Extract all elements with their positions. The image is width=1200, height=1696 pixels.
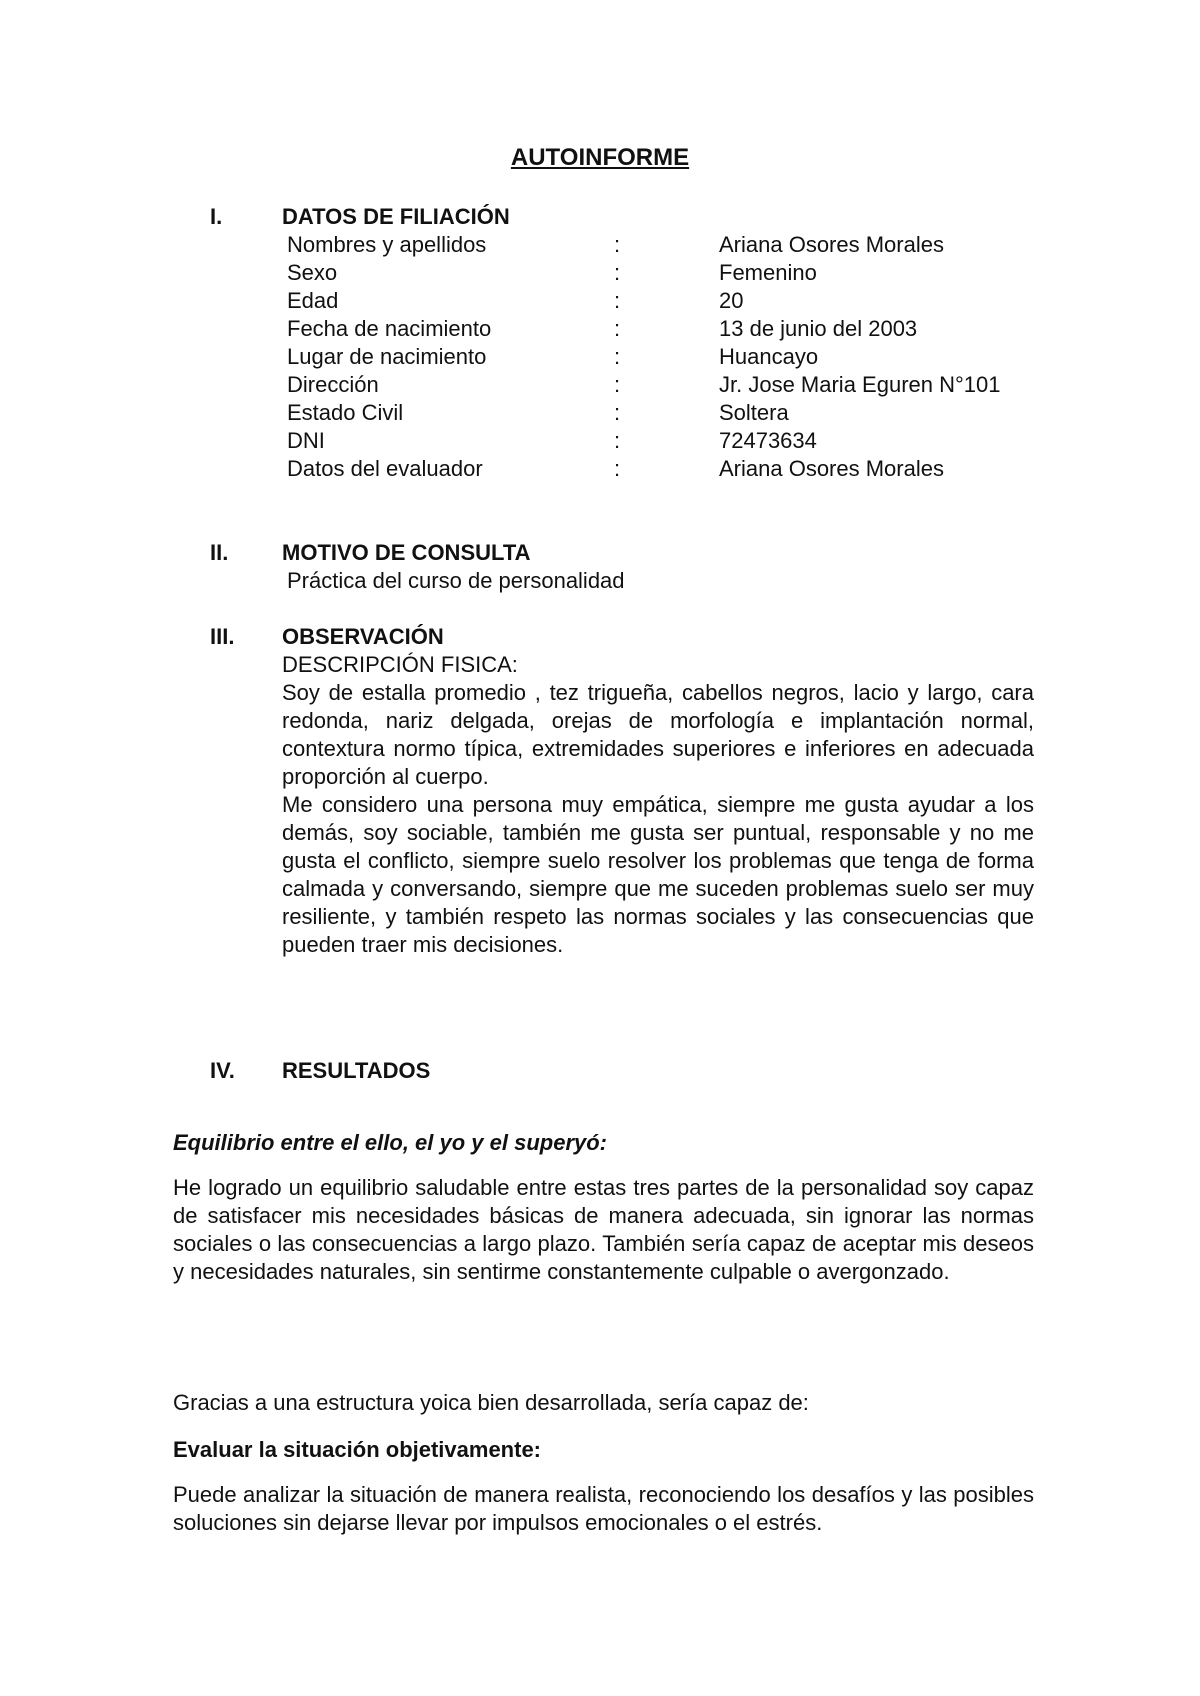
field-value: 72473634 bbox=[719, 428, 817, 453]
field-label: Fecha de nacimiento bbox=[287, 316, 492, 341]
field-colon: : bbox=[614, 316, 621, 341]
field-value: Soltera bbox=[719, 400, 789, 425]
field-colon: : bbox=[614, 232, 621, 257]
resultados-heading-equilibrio: Equilibrio entre el ello, el yo y el superyó: bbox=[173, 1130, 608, 1155]
field-colon: : bbox=[614, 260, 621, 285]
field-label: Datos del evaluador bbox=[287, 456, 483, 481]
field-label: Sexo bbox=[287, 260, 338, 285]
resultados-intro: Gracias a una estructura yoica bien desarrollada, sería capaz de: bbox=[173, 1390, 809, 1415]
resultados-paragraph-2: Puede analizar la situación de manera realista, reconociendo los desafíos y las posibles soluciones sin dejarse llevar por impulsos emocionales o el estrés. bbox=[173, 1482, 1034, 1535]
section-title-datos-filiacion: DATOS DE FILIACIÓN bbox=[282, 204, 510, 229]
section-title-resultados: RESULTADOS bbox=[282, 1058, 431, 1083]
field-value: Ariana Osores Morales bbox=[719, 232, 944, 257]
observacion-subtitle: DESCRIPCIÓN FISICA: bbox=[282, 652, 518, 677]
observacion-paragraph-1: Soy de estalla promedio , tez trigueña, cabellos negros, lacio y largo, cara redonda, nariz delgada, orejas de morfología e implantación normal, contextura normo típica, extremidades superiores e inferiores en adecuada proporción al cuerpo. bbox=[282, 680, 1034, 789]
motivo-text: Práctica del curso de personalidad bbox=[287, 568, 625, 593]
field-value: 13 de junio del 2003 bbox=[719, 316, 918, 341]
field-colon: : bbox=[614, 456, 621, 481]
resultados-heading-evaluar: Evaluar la situación objetivamente: bbox=[173, 1437, 542, 1462]
document-title: AUTOINFORME bbox=[510, 144, 690, 171]
observacion-paragraph-2: Me considero una persona muy empática, siempre me gusta ayudar a los demás, soy sociable, también me gusta ser puntual, responsable y no me gusta el conflicto, siempre suelo resolver los problemas que tenga de forma calmada y conversando, siempre que me suceden problemas suelo ser muy resiliente, y también respeto las normas sociales y las consecuencias que pueden traer mis decisiones. bbox=[282, 792, 1034, 957]
resultados-paragraph-1: He logrado un equilibrio saludable entre estas tres partes de la personalidad soy capaz de satisfacer mis necesidades básicas de manera adecuada, sin ignorar las normas sociales o las consecuencias a largo plazo. También sería capaz de aceptar mis deseos y necesidades naturales, sin sentirme constantemente culpable o avergonzado. bbox=[173, 1175, 1034, 1284]
section-title-observacion: OBSERVACIÓN bbox=[282, 624, 444, 649]
field-colon: : bbox=[614, 372, 621, 397]
field-label: Dirección bbox=[287, 372, 379, 397]
field-colon: : bbox=[614, 344, 621, 369]
field-label: Lugar de nacimiento bbox=[287, 344, 487, 369]
field-colon: : bbox=[614, 288, 621, 313]
section-title-motivo-consulta: MOTIVO DE CONSULTA bbox=[282, 540, 531, 565]
field-label: Nombres y apellidos bbox=[287, 232, 487, 257]
field-value: Ariana Osores Morales bbox=[719, 456, 944, 481]
section-number-2: II. bbox=[210, 540, 229, 565]
field-value: Femenino bbox=[719, 260, 817, 285]
field-value: 20 bbox=[719, 288, 744, 313]
section-number-1: I. bbox=[210, 204, 223, 229]
section-number-4: IV. bbox=[210, 1058, 235, 1083]
field-label: Edad bbox=[287, 288, 339, 313]
field-colon: : bbox=[614, 400, 621, 425]
field-colon: : bbox=[614, 428, 621, 453]
section-number-3: III. bbox=[210, 624, 235, 649]
field-value: Jr. Jose Maria Eguren N°101 bbox=[719, 372, 1001, 397]
field-value: Huancayo bbox=[719, 344, 819, 369]
field-label: DNI bbox=[287, 428, 325, 453]
field-label: Estado Civil bbox=[287, 400, 404, 425]
